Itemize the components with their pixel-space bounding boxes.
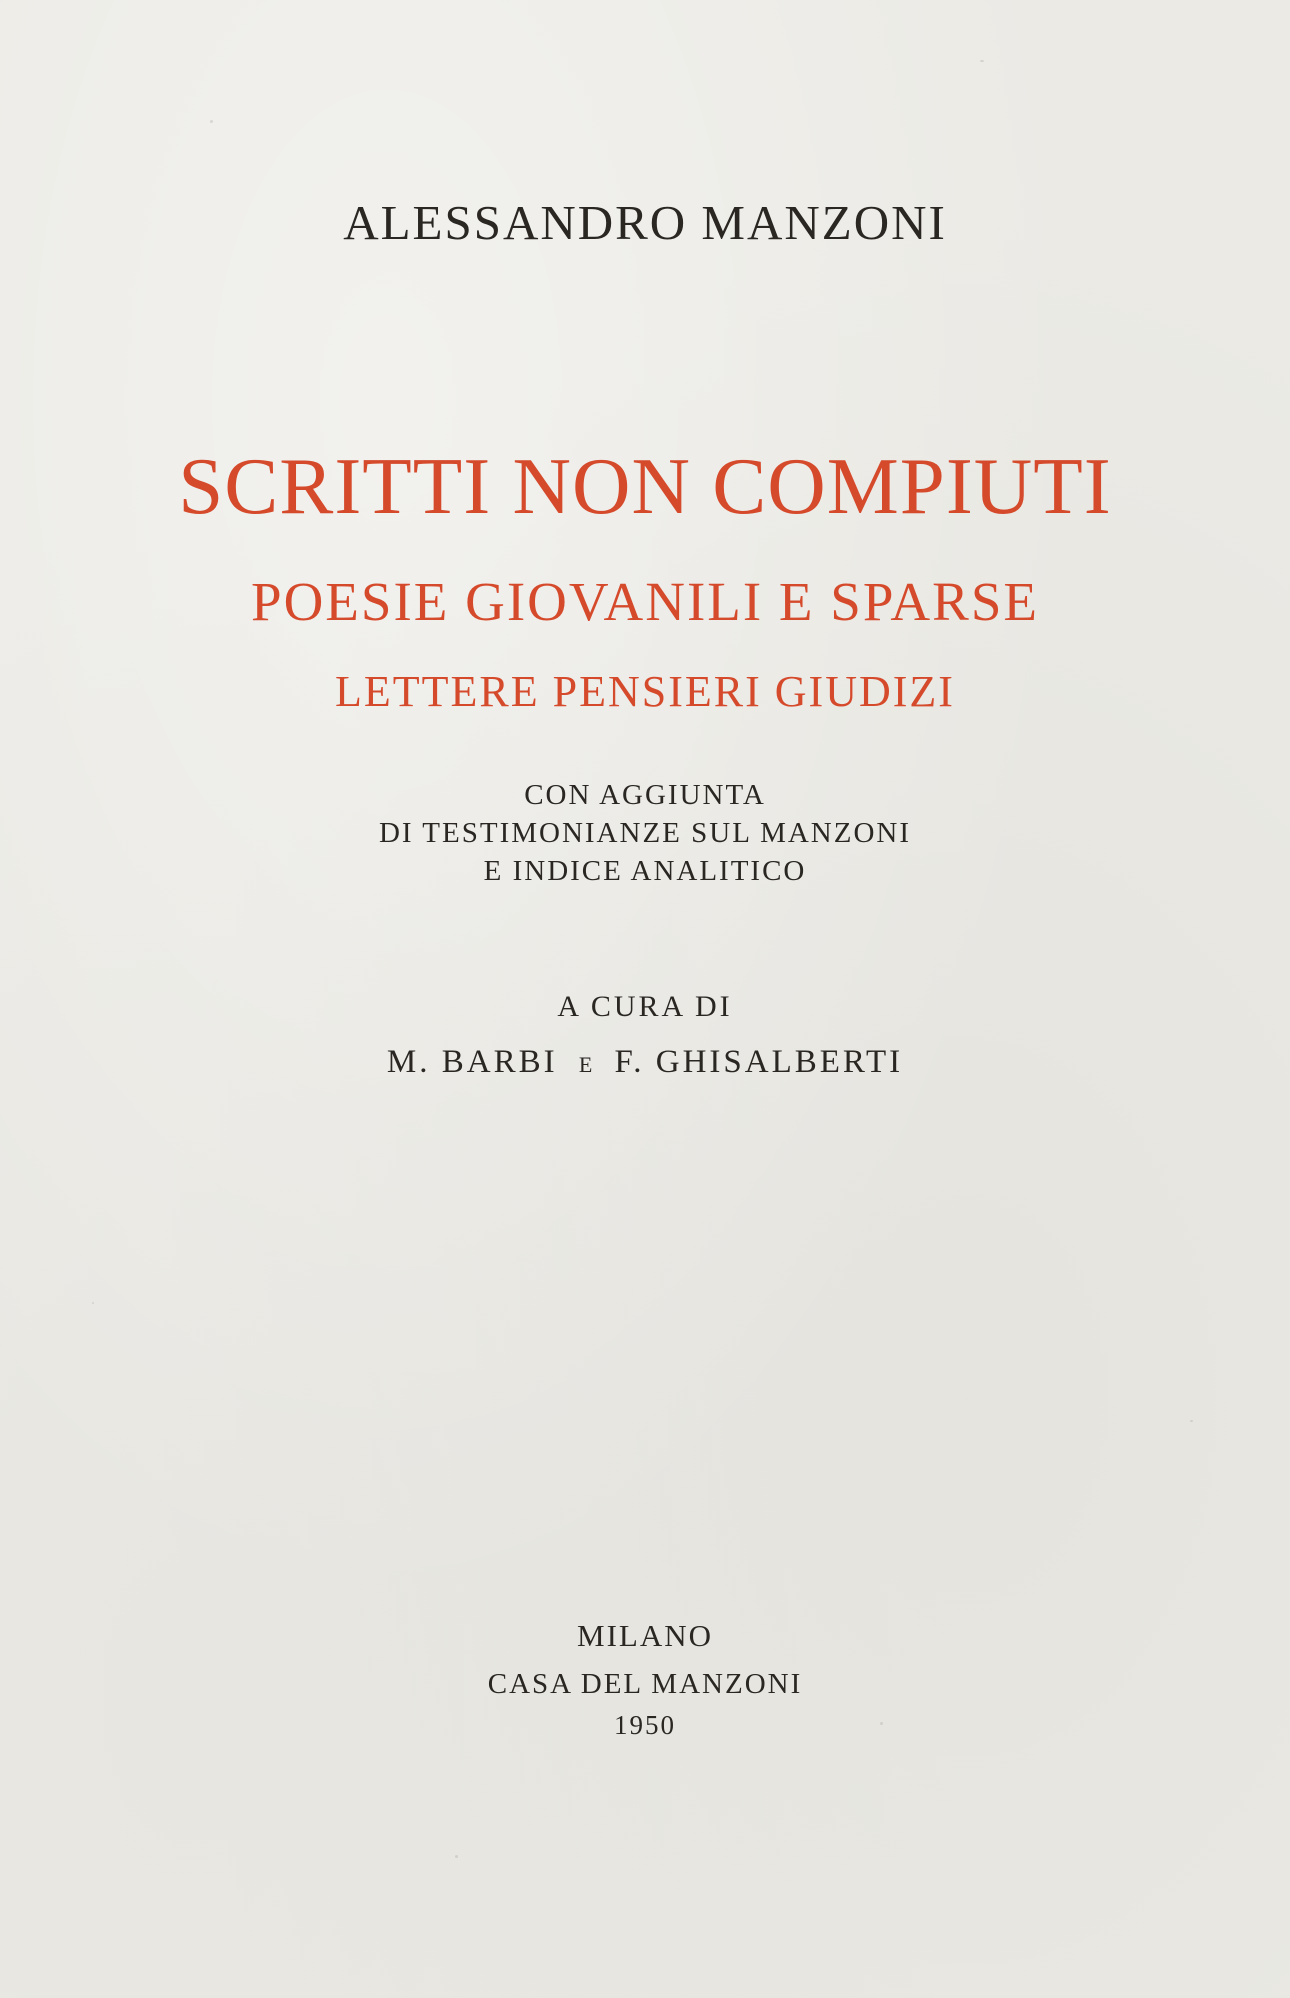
publication-year: 1950 (614, 1710, 676, 1740)
paper-speck (210, 120, 213, 123)
editors (0, 1044, 1290, 1081)
subtitle-poems: POESIE GIOVANILI E SPARSE (250, 571, 1039, 632)
paper-speck (455, 1855, 458, 1858)
addition-line: DI TESTIMONIANZE SUL MANZONI (378, 817, 912, 849)
addition-line: E INDICE ANALITICO (483, 855, 807, 887)
addition-line: CON AGGIUNTA (524, 779, 766, 811)
publication-city: MILANO (577, 1618, 713, 1653)
book-title: SCRITTI NON COMPIUTI (178, 441, 1112, 531)
editor-barbi: M. BARBI (386, 1044, 558, 1080)
publisher-name: CASA DEL MANZONI (487, 1668, 803, 1700)
paper-speck (980, 60, 984, 62)
author-name: ALESSANDRO MANZONI (343, 195, 947, 250)
editor-conjunction: E (578, 1052, 594, 1077)
paper-speck (92, 1302, 94, 1304)
editor-ghisalberti: F. GHISALBERTI (614, 1044, 904, 1080)
paper-speck (1190, 1420, 1193, 1422)
edited-by-label: A CURA DI (557, 990, 733, 1023)
addition-note (0, 776, 1290, 890)
subtitle-letters: LETTERE PENSIERI GIUDIZI (335, 667, 955, 716)
